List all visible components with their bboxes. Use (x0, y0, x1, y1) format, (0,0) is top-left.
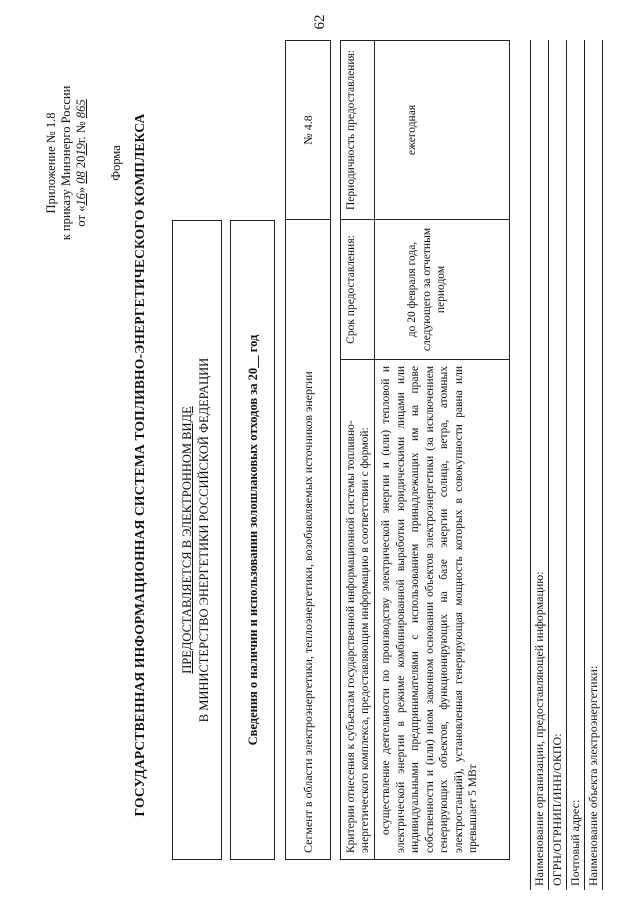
rotated-form-sheet (40, 40, 605, 890)
report-title-box (230, 220, 275, 860)
deadline-header: Срок предоставления: (341, 220, 375, 359)
respondent-info (530, 40, 603, 890)
period-body: ежегодная (406, 104, 418, 156)
form-label: Форма (109, 145, 123, 181)
segment-text: Сегмент в области электроэнергетики, теплоэнергетики, возобновляемых источников энергии (286, 219, 330, 859)
criteria-table (340, 40, 510, 860)
submission-notice-box (172, 220, 222, 860)
deadline-column (341, 219, 509, 359)
object-name-line: Наименование объекта электроэнергетики: (585, 40, 603, 890)
deadline-body: до 20 февраля года, следующего за отчетным периодом (406, 227, 447, 352)
page-number: 62 (312, 14, 328, 30)
appendix-date-number: от «16» 08 2019г. № 865 (74, 99, 88, 227)
submission-line-1: ПРЕДОСТАВЛЯЕТСЯ В ЭЛЕКТРОННОМ ВИДЕ (180, 406, 194, 674)
main-title: ГОСУДАРСТВЕННАЯ ИНФОРМАЦИОННАЯ СИСТЕМА ТОПЛИВНО-ЭНЕРГЕТИЧЕСКОГО КОМПЛЕКСА (132, 113, 147, 817)
period-column (341, 41, 509, 219)
appendix-block (44, 48, 124, 278)
criteria-body: осуществление деятельности по производству электрической энергии и (или) тепловой и электрической энергии в режиме комбинированной выработки юридическими лицами или индивидуальными предпринимателями с использованием принадлежащих им на праве собственности и (или) ином законном основании объектов электроэнергетики (за исключением генерирующих объектов, функционирующих на базе энергии солнца, ветра, атомных электростанций), установленная генерирующая мощность которых в совокупности равна или превышает 5 МВт (380, 366, 479, 853)
address-line: Почтовый адрес: (567, 40, 585, 890)
ids-line: ОГРН/ОГРНИП/ИНН/ОКПО: (549, 40, 567, 890)
appendix-order: к приказу Минэнерго России (59, 85, 73, 241)
criteria-column (341, 359, 509, 859)
segment-row (285, 40, 331, 860)
org-name-line: Наименование организации, предоставляющей информацию: (530, 40, 549, 890)
report-title: Сведения о наличии и использовании золошлаковых отходов за 20__ год (246, 334, 260, 746)
appendix-title: Приложение № 1.8 (44, 112, 58, 214)
form-number: № 4.8 (300, 115, 315, 145)
form-sheet (40, 40, 605, 890)
submission-line-2: В МИНИСТЕРСТВО ЭНЕРГЕТИКИ РОССИЙСКОЙ ФЕДЕРАЦИИ (197, 357, 211, 723)
period-header: Периодичность предоставления: (341, 41, 375, 219)
criteria-header: Критерии отнесения к субъектам государственной информационной системы топливно-энергетического комплекса, предоставляющим информацию в соответствии с формой: (341, 360, 375, 859)
